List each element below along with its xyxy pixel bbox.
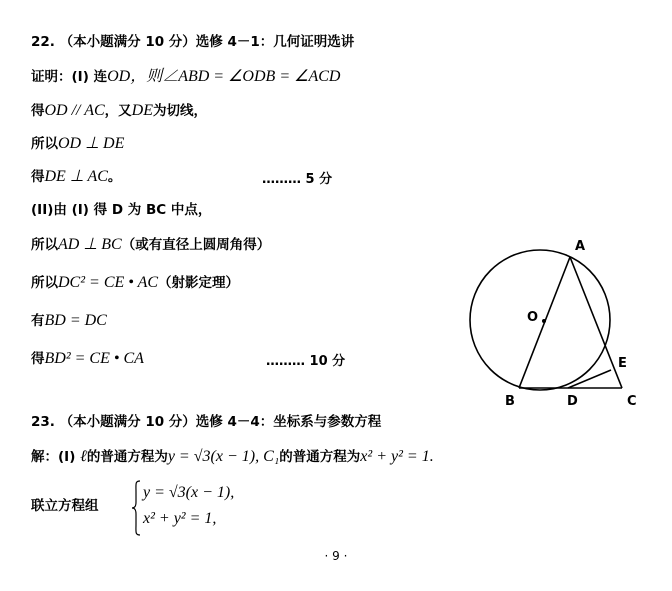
math-expression: BD = DC (44, 312, 107, 329)
solution-line-2: 联立方程组 (31, 498, 99, 514)
proof-line-1 (31, 66, 340, 87)
proof-text: ，又 (104, 103, 132, 119)
solution-text: 的普通方程为 (279, 449, 361, 465)
solution-label: 解：(I) (31, 449, 76, 465)
system-equation-2: x² + y² = 1, (143, 510, 217, 527)
proof-line-2 (31, 100, 207, 121)
proof-line-4 (31, 166, 121, 187)
geometry-figure (455, 230, 655, 410)
proof-text: （或有直径上圆周角得） (121, 237, 271, 253)
proof-text: （射影定理） (158, 275, 240, 291)
proof-line-5: (II)由 (I) 得 D 为 BC 中点， (31, 202, 212, 218)
proof-line-7 (31, 272, 239, 293)
solution-text: 的普通方程为 (86, 449, 168, 465)
center-point (542, 319, 546, 323)
segment-de (568, 370, 611, 388)
solution-line-1 (31, 446, 434, 467)
score-10: ……… 10 分 (266, 354, 346, 369)
math-expression: x² + y² = 1. (360, 448, 434, 465)
math-expression: BD² = CE • CA (44, 350, 144, 367)
proof-line-8 (31, 310, 107, 331)
math-expression: DE (131, 102, 153, 119)
proof-line-6 (31, 234, 270, 255)
proof-label: 所以 (31, 136, 58, 152)
label-d: D (567, 394, 578, 409)
math-expression: DC² = CE • AC (58, 274, 159, 291)
label-e: E (618, 356, 627, 371)
label-c: C (627, 394, 637, 409)
page-number: · 9 · (324, 549, 348, 563)
label-a: A (575, 239, 586, 254)
label-b: B (505, 394, 515, 409)
math-expression: ℓ (80, 448, 87, 465)
segment-ac (570, 257, 622, 388)
proof-label: 所以 (31, 237, 58, 253)
system-equation-1: y = √3(x − 1), (143, 484, 235, 501)
proof-label: 得 (31, 103, 45, 119)
proof-label: 所以 (31, 275, 58, 291)
proof-label: 证明：(I) 连 (31, 69, 108, 85)
score-5: ……… 5 分 (262, 172, 333, 187)
proof-label: 得 (31, 351, 45, 367)
proof-label: 有 (31, 313, 45, 329)
math-expression: DE ⊥ AC (44, 168, 108, 185)
circle-o (470, 250, 610, 390)
math-expression: y = √3(x − 1), C₁ (167, 448, 280, 465)
label-o: O (527, 310, 539, 325)
math-expression: AD ⊥ BC (58, 236, 122, 253)
brace-icon (131, 480, 141, 536)
math-expression: OD // AC (44, 102, 105, 119)
math-expression: OD，则∠ABD = ∠ODB = ∠ACD (107, 68, 341, 85)
proof-line-3 (31, 133, 124, 154)
math-expression: OD ⊥ DE (58, 135, 125, 152)
proof-text: 为切线， (152, 103, 207, 119)
problem-22-header: 22. （本小题满分 10 分）选修 4－1：几何证明选讲 (31, 34, 355, 50)
proof-line-9 (31, 348, 144, 369)
proof-label: 得 (31, 169, 45, 185)
problem-23-header: 23. （本小题满分 10 分）选修 4－4：坐标系与参数方程 (31, 414, 382, 430)
proof-text: 。 (107, 169, 122, 185)
equation-system (131, 480, 271, 536)
